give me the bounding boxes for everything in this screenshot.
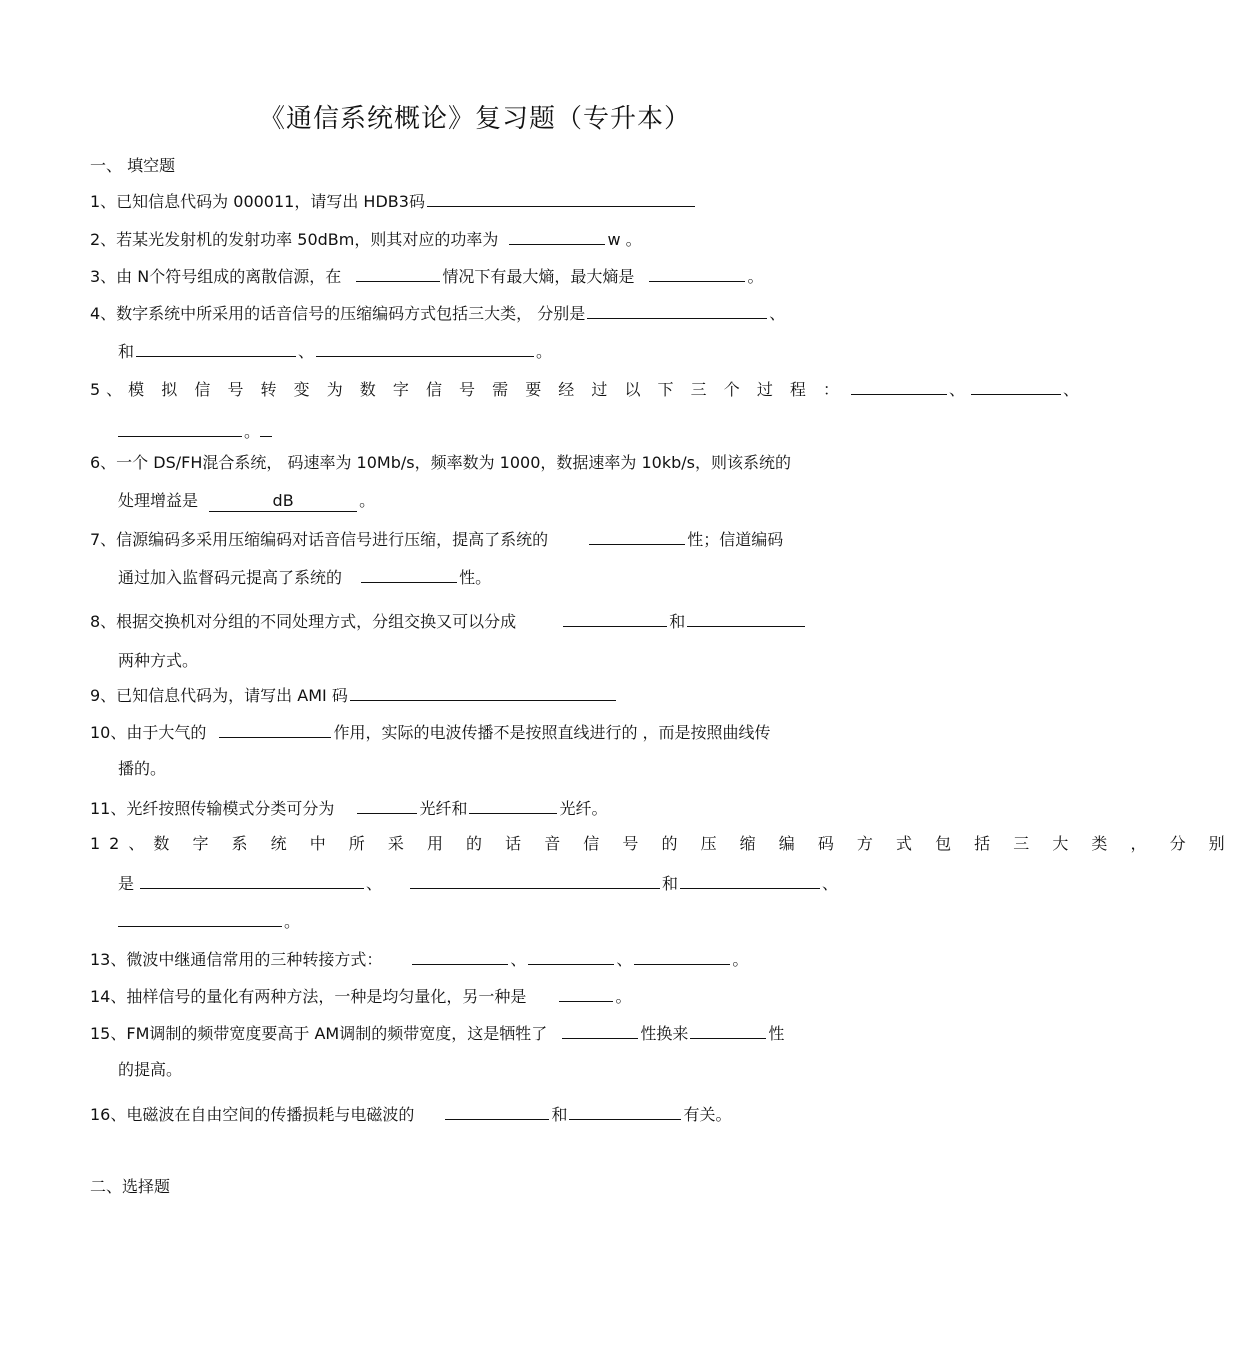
question-3 <box>90 265 870 287</box>
question-15-text-b: 性换来 <box>640 1024 689 1043</box>
question-11-text: 11、光纤按照传输模式分类可分为 <box>90 799 335 818</box>
question-7-end: 性。 <box>459 568 492 587</box>
question-15-text: 15、FM调制的频带宽度要高于 AM调制的频带宽度，这是牺牲了 <box>90 1024 548 1043</box>
question-2-text: 2、若某光发射机的发射功率 50dBm，则其对应的功率为 <box>90 230 499 249</box>
question-11-text-b: 光纤和 <box>419 799 468 818</box>
question-13 <box>90 948 870 970</box>
question-12-sep2: 、 <box>822 874 839 893</box>
question-6-end: 。 <box>359 491 376 510</box>
answer-blank <box>851 378 947 395</box>
answer-blank <box>412 948 508 965</box>
question-7 <box>90 528 870 550</box>
question-12-cont2 <box>118 910 870 932</box>
answer-blank <box>350 684 616 701</box>
question-16 <box>90 1103 870 1125</box>
question-12 <box>90 834 1234 854</box>
question-8-and: 和 <box>669 612 686 631</box>
question-3-text-b: 情况下有最大熵，最大熵是 <box>442 267 635 286</box>
question-3-text: 3、由 N个符号组成的离散信源，在 <box>90 267 342 286</box>
answer-blank <box>118 910 282 927</box>
question-15-cont <box>118 1060 870 1080</box>
answer-blank <box>687 610 805 627</box>
question-14 <box>90 985 870 1007</box>
answer-blank <box>136 340 296 357</box>
question-4-and: 和 <box>118 342 135 361</box>
question-5-cont <box>118 420 870 442</box>
answer-blank <box>445 1103 549 1120</box>
question-6-text: 6、一个 DS/FH混合系统， 码速率为 10Mb/s，频率数为 1000，数据速率为 10kb/s，则该系统的 <box>90 453 791 472</box>
question-1 <box>90 190 870 212</box>
question-13-sep2: 、 <box>616 950 633 969</box>
answer-blank <box>509 228 605 245</box>
answer-blank <box>562 1022 638 1039</box>
answer-blank <box>589 528 685 545</box>
answer-blank <box>361 566 457 583</box>
question-8 <box>90 610 870 632</box>
question-13-end: 。 <box>732 950 749 969</box>
answer-blank <box>528 948 614 965</box>
answer-blank-tail <box>260 420 272 437</box>
question-16-and: 和 <box>551 1105 568 1124</box>
question-4-sep2: 、 <box>298 342 315 361</box>
question-8-end: 两种方式。 <box>118 651 199 670</box>
question-12-end: 。 <box>284 912 301 931</box>
question-6-cont <box>118 491 870 512</box>
answer-blank <box>427 190 695 207</box>
question-10-end: 播的。 <box>118 759 167 778</box>
question-4-end: 。 <box>536 342 553 361</box>
question-2 <box>90 228 870 250</box>
question-5-text: 5、模 拟 信 号 转 变 为 数 字 信 号 需 要 经 过 以 下 三 个 过 程 ： <box>90 380 845 399</box>
question-12-cont <box>118 872 870 894</box>
question-4-sep: 、 <box>769 304 786 323</box>
question-5-sep: 、 <box>949 380 966 399</box>
answer-blank <box>219 721 331 738</box>
question-11 <box>90 797 870 819</box>
question-4-text: 4、数字系统中所采用的话音信号的压缩编码方式包括三大类， 分别是 <box>90 304 586 323</box>
question-6-text-b: 处理增益是 <box>118 491 199 510</box>
question-10-text: 10、由于大气的 <box>90 723 207 742</box>
question-10-text-b: 作用，实际的电波传播不是按照直线进行的 ，而是按照曲线传 <box>333 723 771 742</box>
question-12-is: 是 <box>118 874 135 893</box>
question-8-cont <box>118 651 870 671</box>
question-12-and: 和 <box>662 874 679 893</box>
question-6-unit: dB <box>272 491 294 510</box>
section-fill-in-blank: 一、 填空题 <box>90 156 176 175</box>
answer-blank <box>140 872 364 889</box>
question-13-sep: 、 <box>510 950 527 969</box>
answer-blank-db <box>209 491 357 512</box>
question-1-text: 1、已知信息代码为 000011，请写出 HDB3码 <box>90 192 425 211</box>
question-12-sep: 、 <box>366 874 383 893</box>
answer-blank <box>690 1022 766 1039</box>
question-5 <box>90 378 1080 400</box>
question-7-text: 7、信源编码多采用压缩编码对话音信号进行压缩，提高了系统的 <box>90 530 549 549</box>
section-multiple-choice: 二、选择题 <box>90 1177 171 1196</box>
question-5-end: 。 <box>244 422 261 441</box>
question-6 <box>90 453 870 473</box>
answer-blank <box>356 265 440 282</box>
question-5-sep2: 、 <box>1063 380 1080 399</box>
question-16-end: 有关。 <box>683 1105 732 1124</box>
question-15-text-c: 性 <box>768 1024 785 1043</box>
question-12-text: 12、数 字 系 统 中 所 采 用 的 话 音 信 号 的 压 缩 编 码 方 式 包 括 三 大 类 ， 分 别 <box>90 834 1234 853</box>
answer-blank <box>316 340 534 357</box>
question-15-end: 的提高。 <box>118 1060 183 1079</box>
answer-blank <box>680 872 820 889</box>
answer-blank <box>634 948 730 965</box>
answer-blank <box>559 985 613 1002</box>
question-10 <box>90 721 870 743</box>
answer-blank <box>563 610 667 627</box>
question-10-cont <box>118 759 870 779</box>
question-14-end: 。 <box>615 987 632 1006</box>
question-4-cont <box>118 340 870 362</box>
question-13-text: 13、微波中继通信常用的三种转接方式： <box>90 950 383 969</box>
question-14-text: 14、抽样信号的量化有两种方法，一种是均匀量化，另一种是 <box>90 987 527 1006</box>
answer-blank <box>469 797 557 814</box>
answer-blank <box>649 265 745 282</box>
answer-blank <box>569 1103 681 1120</box>
question-11-end: 光纤。 <box>559 799 608 818</box>
question-9 <box>90 684 870 706</box>
question-9-text: 9、已知信息代码为，请写出 AMI 码 <box>90 686 348 705</box>
answer-blank <box>971 378 1061 395</box>
question-8-text: 8、根据交换机对分组的不同处理方式，分组交换又可以分成 <box>90 612 517 631</box>
question-4 <box>90 302 870 324</box>
question-15 <box>90 1022 870 1044</box>
question-7-cont <box>118 566 870 588</box>
answer-blank <box>587 302 767 319</box>
answer-blank <box>357 797 417 814</box>
question-7-text-b: 性；信道编码 <box>687 530 784 549</box>
answer-blank <box>118 420 242 437</box>
question-2-unit: w 。 <box>607 230 642 249</box>
answer-blank <box>410 872 660 889</box>
question-7-text-c: 通过加入监督码元提高了系统的 <box>118 568 343 587</box>
question-3-end: 。 <box>747 267 764 286</box>
page-title: 《通信系统概论》复习题（专升本） <box>258 104 691 134</box>
question-16-text: 16、电磁波在自由空间的传播损耗与电磁波的 <box>90 1105 415 1124</box>
